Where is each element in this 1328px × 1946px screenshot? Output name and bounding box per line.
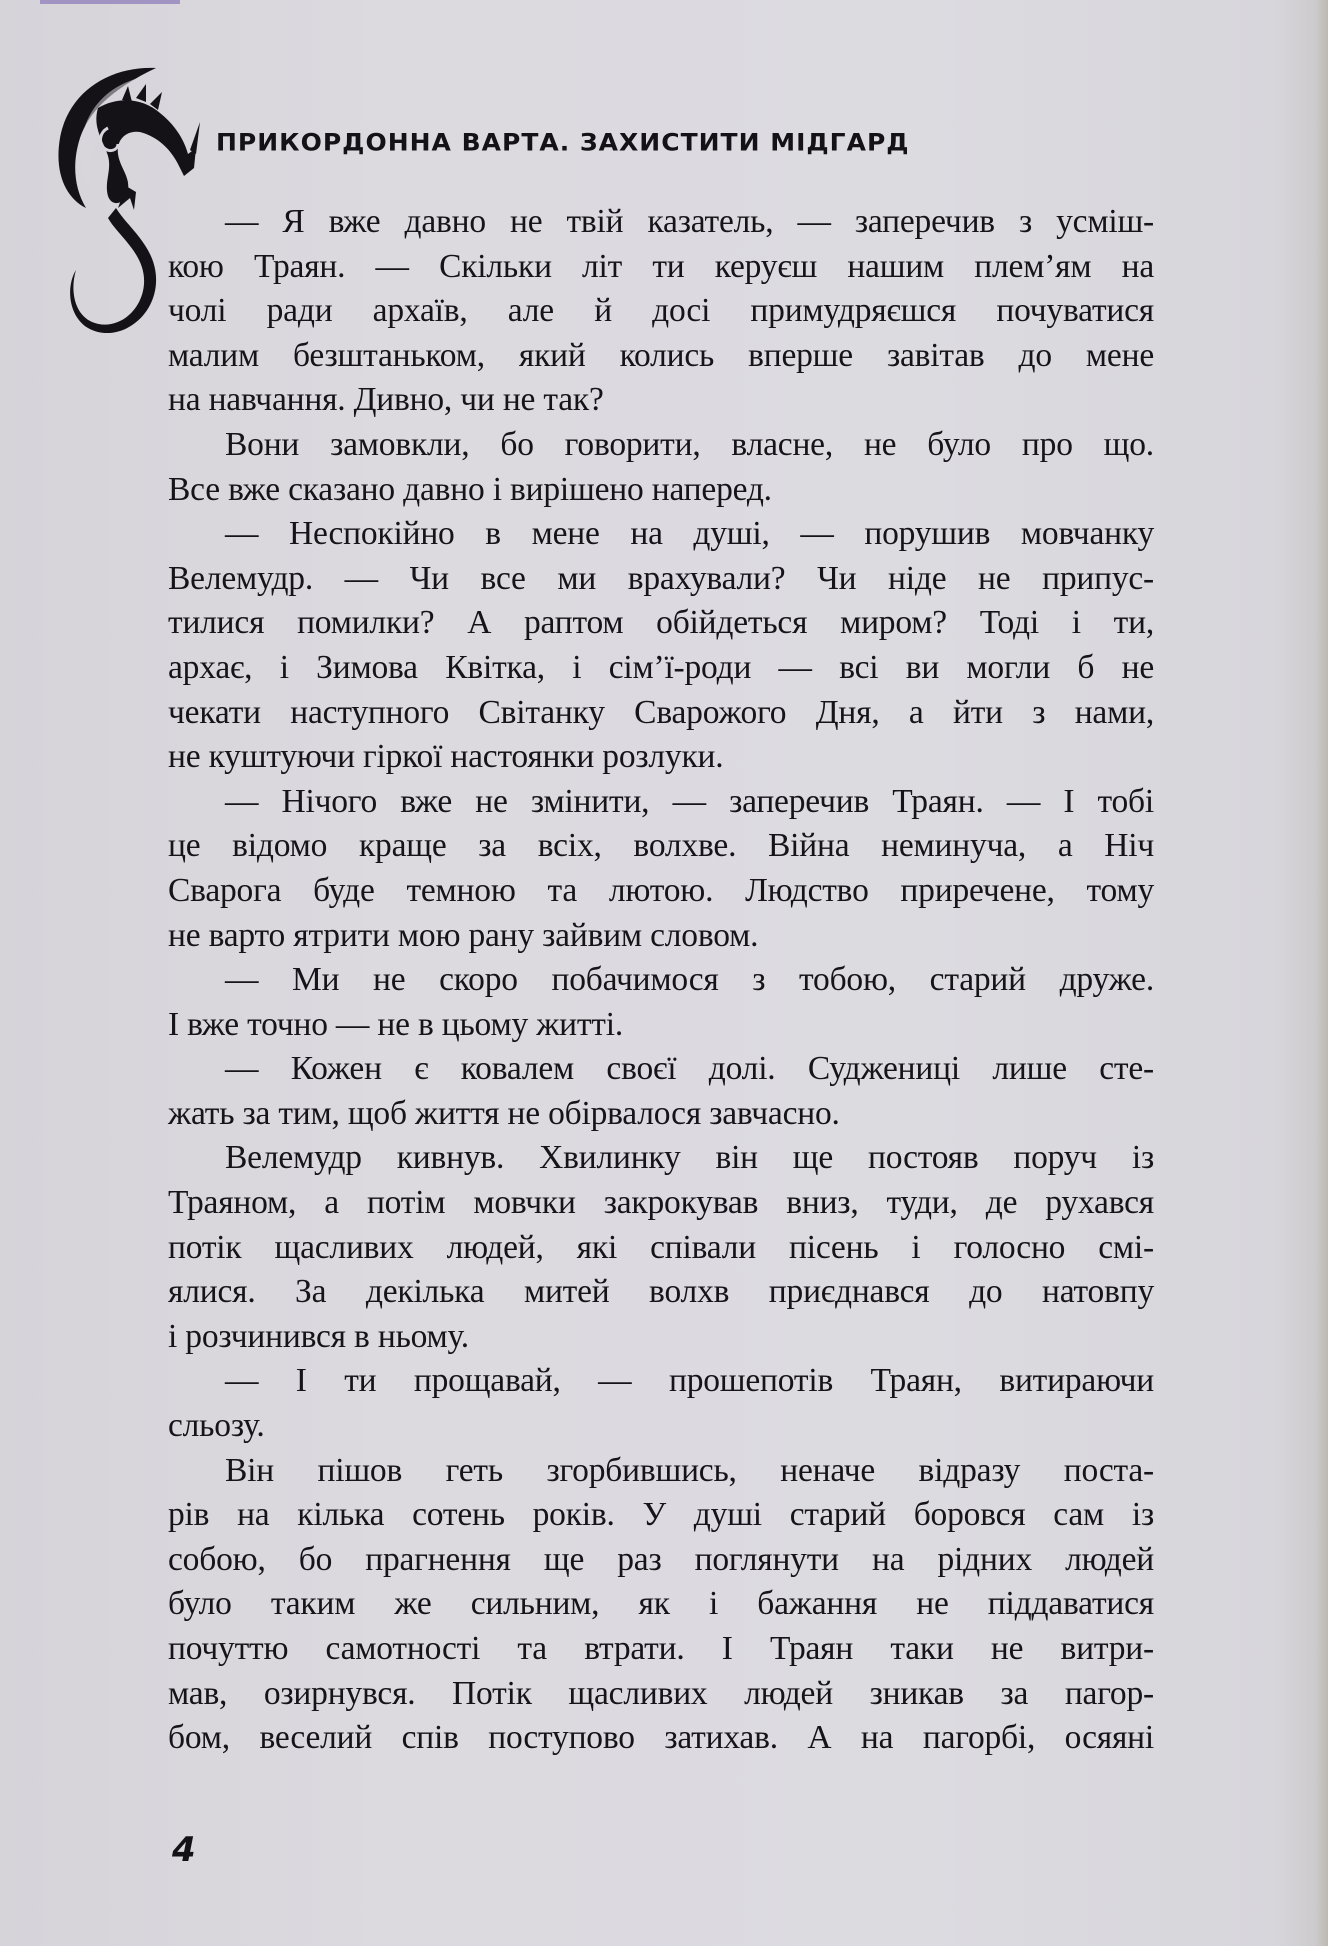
text-line: собою, бо прагнення ще раз поглянути на рідних людей — [168, 1540, 1154, 1578]
text-line: чолі ради архаїв, але й досі примудряєшся почуватися — [168, 292, 1154, 330]
text-line: це відомо краще за всіх, волхве. Війна неминуча, а Ніч — [168, 827, 1154, 865]
text-line: кою Траян. — Скільки літ ти керуєш нашим плем’ям на — [168, 247, 1154, 285]
text-line: мав, озирнувся. Потік щасливих людей зникав за пагор- — [168, 1674, 1154, 1712]
text-line: Велемудр кивнув. Хвилинку він ще постояв поруч із — [225, 1139, 1154, 1177]
text-line: сльозу. — [168, 1407, 265, 1445]
text-line: Вони замовкли, бо говорити, власне, не було про що. — [225, 425, 1154, 463]
text-line: ялися. За декілька митей волхв приєднався до натовпу — [168, 1273, 1154, 1311]
text-line: тилися помилки? А раптом обійдеться миром? Тоді і ти, — [168, 604, 1154, 642]
text-line: і розчинився в ньому. — [168, 1317, 469, 1355]
text-line: — Неспокійно в мене на душі, — порушив мовчанку — [225, 515, 1154, 553]
text-line: — Я вже давно не твій казатель, — заперечив з усміш- — [225, 203, 1154, 240]
body-text — [168, 200, 1154, 1761]
text-line: жать за тим, щоб життя не обірвалося завчасно. — [168, 1094, 840, 1132]
text-line: Велемудр. — Чи все ми врахували? Чи ніде не припус- — [168, 559, 1154, 597]
text-line: — І ти прощавай, — прошепотів Траян, витираючи — [225, 1362, 1154, 1400]
page-edge-strip — [40, 0, 180, 4]
text-line: було таким же сильним, як і бажання не піддаватися — [168, 1585, 1154, 1623]
text-line: Все вже сказано давно і вирішено наперед. — [168, 470, 772, 508]
text-line: — Ми не скоро побачимося з тобою, старий друже. — [225, 961, 1154, 999]
text-line: на навчання. Дивно, чи не так? — [168, 381, 604, 419]
text-line: Траяном, а потім мовчки закрокував вниз, туди, де рухався — [168, 1184, 1154, 1222]
text-line: потік щасливих людей, які співали пісень і голосно смі- — [168, 1228, 1154, 1266]
text-line: не куштуючи гіркої настоянки розлуки. — [168, 738, 724, 776]
text-line: малим безштаньком, який колись вперше завітав до мене — [168, 336, 1154, 374]
text-line: не варто ятрити мою рану зайвим словом. — [168, 916, 759, 954]
text-line: Сварога буде темною та лютою. Людство приречене, тому — [168, 871, 1154, 909]
text-line: рів на кілька сотень років. У душі старий боровся сам із — [168, 1496, 1154, 1534]
text-line: архає, і Зимова Квітка, і сім’ї-роди — всі ви могли б не — [168, 648, 1154, 686]
text-line: — Нічого вже не змінити, — заперечив Траян. — І тобі — [225, 782, 1154, 820]
text-line: — Кожен є ковалем своєї долі. Суджениці лише сте- — [225, 1050, 1154, 1088]
page-number: 4 — [172, 1830, 196, 1870]
text-line: чекати наступного Світанку Сварожого Дня, а йти з нами, — [168, 693, 1154, 731]
text-line: І вже точно — не в цьому житті. — [168, 1005, 624, 1043]
running-head: ПРИКОРДОННА ВАРТА. ЗАХИСТИТИ МІДГАРД — [216, 128, 910, 157]
page-gutter-shadow — [1316, 0, 1328, 1946]
text-line: Він пішов геть згорбившись, неначе відразу поста- — [225, 1451, 1154, 1489]
text-line: почуттю самотності та втрати. І Траян таки не витри- — [168, 1630, 1154, 1667]
text-line: бом, веселий спів поступово затихав. А на пагорбі, осяяні — [168, 1719, 1154, 1757]
